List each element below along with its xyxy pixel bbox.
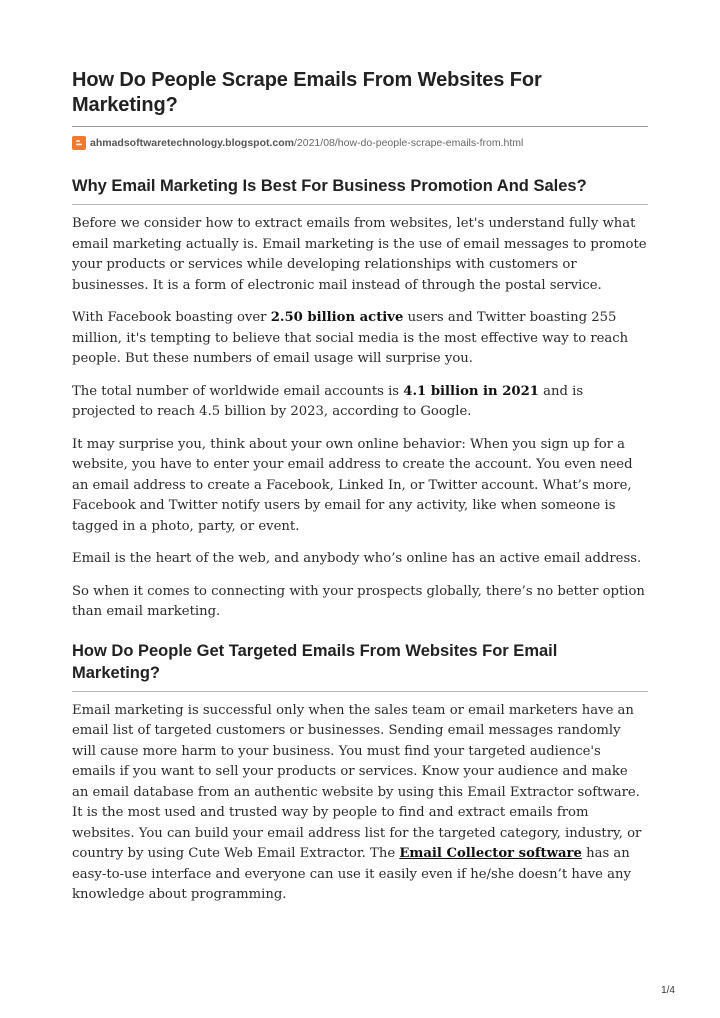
paragraph: It may surprise you, think about your own online behavior: When you sign up for a website, you have to enter your email address to create the account. You even need an email address to create a Facebook, Linked In, or Twitter account. What’s more, Facebook and Twitter notify users by email for any activity, like when someone is tagged in a photo, party, or event. bbox=[72, 436, 633, 534]
text-run: users and Twitter boasting 255 million, it's tempting to believe that social media is the most effective way to reach people. But these numbers of email usage will surprise you. bbox=[72, 310, 629, 366]
text-run: has an easy-to-use interface and everyone can use it easily even if he/she doesn’t have any knowledge about programming. bbox=[72, 846, 631, 902]
paragraph: Email is the heart of the web, and anybody who’s online has an active email address. bbox=[72, 551, 642, 566]
paragraph bbox=[72, 382, 648, 423]
source-path[interactable]: /2021/08/how-do-people-scrape-emails-from.html bbox=[294, 136, 524, 149]
section-heading-why-email-marketing: Why Email Marketing Is Best For Business Promotion And Sales? bbox=[72, 175, 648, 205]
paragraph bbox=[72, 308, 648, 370]
email-collector-link[interactable]: Email Collector software bbox=[399, 846, 582, 861]
bold-stat: 2.50 billion active bbox=[270, 310, 404, 325]
blogger-icon bbox=[72, 136, 86, 150]
paragraph: Before we consider how to extract emails from websites, let's understand fully what email marketing actually is. Email marketing is the use of email messages to promote your products or services while developing relationships with customers or businesses. It is a form of electronic mail instead of through the postal service. bbox=[72, 216, 647, 293]
page-number: 1/4 bbox=[661, 985, 675, 996]
bold-stat: 4.1 billion in 2021 bbox=[403, 383, 539, 399]
text-run: With Facebook boasting over bbox=[72, 310, 271, 325]
paragraph bbox=[72, 701, 648, 906]
source-url[interactable] bbox=[72, 134, 648, 151]
text-run: Email marketing is successful only when the sales team or email marketers have an email list of targeted customers or businesses. Sending email messages randomly will cause more harm to your business. You must find your targeted audience's emails if you want to sell your products or services. Know your audience and make an email database from an authentic website by using this Email Extractor software. It is the most used and trusted way by people to find and extract emails from websites. You can build your email address list for the targeted category, industry, or country by using Cute Web Email Extractor. The bbox=[72, 702, 642, 861]
section-heading-targeted-emails: How Do People Get Targeted Emails From Websites For Email Marketing? bbox=[72, 640, 648, 692]
paragraph: So when it comes to connecting with your prospects globally, there’s no better option than email marketing. bbox=[72, 583, 645, 619]
source-domain[interactable]: ahmadsoftwaretechnology.blogspot.com bbox=[90, 136, 294, 149]
text-run: and is projected to reach 4.5 billion by 2023, according to Google. bbox=[72, 383, 584, 419]
text-run: The total number of worldwide email accounts is bbox=[72, 383, 404, 399]
document-page bbox=[72, 0, 648, 906]
document-title: How Do People Scrape Emails From Websites For Marketing? bbox=[72, 69, 542, 116]
title-divider bbox=[72, 126, 648, 127]
